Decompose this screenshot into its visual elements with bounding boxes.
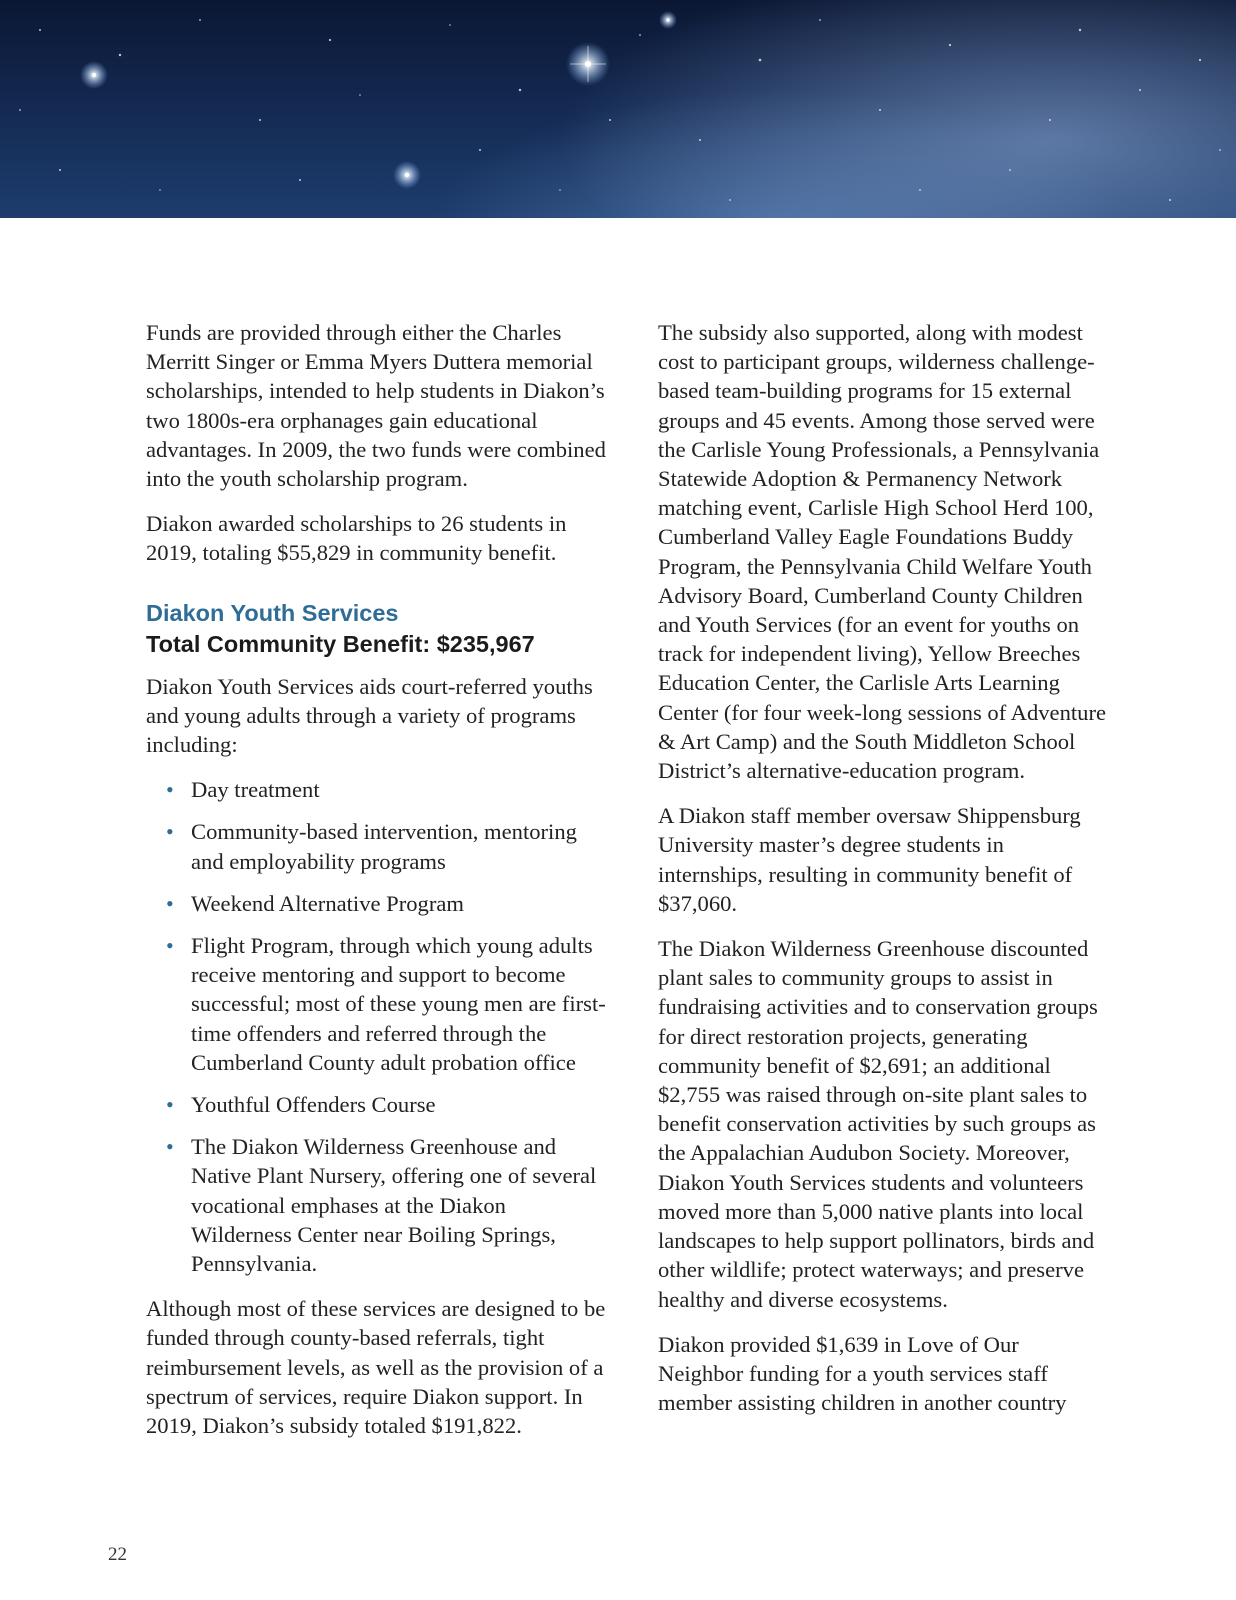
starry-sky-banner xyxy=(0,0,1236,218)
section-title: Diakon Youth Services xyxy=(146,599,399,626)
internships-paragraph: A Diakon staff member oversaw Shippensburg University master’s degree students in internships, resulting in community benefit of $37,060. xyxy=(658,803,1081,916)
list-item xyxy=(146,1090,606,1119)
list-item-text: Day treatment xyxy=(191,777,320,803)
love-of-neighbor-paragraph: Diakon provided $1,639 in Love of Our Neighbor funding for a youth services staff member assisting children in another country xyxy=(658,1331,1067,1416)
list-item-text: Flight Program, through which young adults receive mentoring and support to become successful; most of these young men are first-time offenders and referred through the Cumberland County adult probation office xyxy=(191,933,606,1075)
bullet-icon: • xyxy=(166,1134,174,1160)
list-item xyxy=(146,1132,606,1278)
bullet-icon: • xyxy=(166,890,174,916)
scholarship-paragraph: Funds are provided through either the Charles Merritt Singer or Emma Myers Duttera memorial scholarships, intended to help students in Diakon’s two 1800s-era orphanages gain educational advantages. In 2009, the two funds were combined into the youth scholarship program. xyxy=(146,320,606,492)
page-number: 22 xyxy=(108,1544,127,1565)
stars-image xyxy=(0,0,1236,218)
list-item-text: Weekend Alternative Program xyxy=(191,890,464,916)
greenhouse-paragraph: The Diakon Wilderness Greenhouse discounted plant sales to community groups to assist in fundraising activities and to conservation groups for direct restoration projects, generating community benefit of $2,691; an additional $2,755 was raised through on-site plant sales to benefit conservation activities by such groups as the Appalachian Audubon Society. Moreover, Diakon Youth Services students and volunteers moved more than 5,000 native plants into local landscapes to help support pollinators, birds and other wildlife; protect waterways; and preserve healthy and diverse ecosystems. xyxy=(658,936,1098,1312)
list-item xyxy=(146,931,606,1077)
scholarship-total-paragraph: Diakon awarded scholarships to 26 students in 2019, totaling $55,829 in community benefit. xyxy=(146,511,567,566)
left-column xyxy=(146,318,606,1456)
right-column xyxy=(658,318,1108,1433)
section-subtitle: Total Community Benefit: $235,967 xyxy=(146,630,535,657)
list-item xyxy=(146,775,606,804)
youth-services-intro: Diakon Youth Services aids court-referred youths and young adults through a variety of programs including: xyxy=(146,673,593,758)
team-building-paragraph: The subsidy also supported, along with modest cost to participant groups, wilderness challenge-based team-building programs for 15 external groups and 45 events. Among those served were the Carlisle Young Professionals, a Pennsylvania Statewide Adoption & Permanency Network matching event, Carlisle High School Herd 100, Cumberland Valley Eagle Foundations Buddy Program, the Pennsylvania Child Welfare Youth Advisory Board, Cumberland County Children and Youth Services (for an event for youths on track for independent living), Yellow Breeches Education Center, the Carlisle Arts Learning Center (for four week-long sessions of Adventure & Art Camp) and the South Middleton School District’s alternative-education program. xyxy=(658,320,1106,784)
subsidy-paragraph: Although most of these services are designed to be funded through county-based referrals, tight reimbursement levels, as well as the provision of a spectrum of services, require Diakon support. In 2019, Diakon’s subsidy totaled $191,822. xyxy=(146,1296,606,1439)
bullet-icon: • xyxy=(166,777,174,803)
bullet-icon: • xyxy=(166,1092,174,1118)
list-item-text: The Diakon Wilderness Greenhouse and Native Plant Nursery, offering one of several vocational emphases at the Diakon Wilderness Center near Boiling Springs, Pennsylvania. xyxy=(191,1134,597,1277)
list-item xyxy=(146,889,606,918)
list-item-text: Youthful Offenders Course xyxy=(191,1092,436,1118)
list-item-text: Community-based intervention, mentoring and employability programs xyxy=(191,819,577,874)
bullet-icon: • xyxy=(166,819,174,845)
list-item xyxy=(146,817,606,875)
bullet-icon: • xyxy=(166,933,174,959)
programs-list xyxy=(146,775,606,1278)
